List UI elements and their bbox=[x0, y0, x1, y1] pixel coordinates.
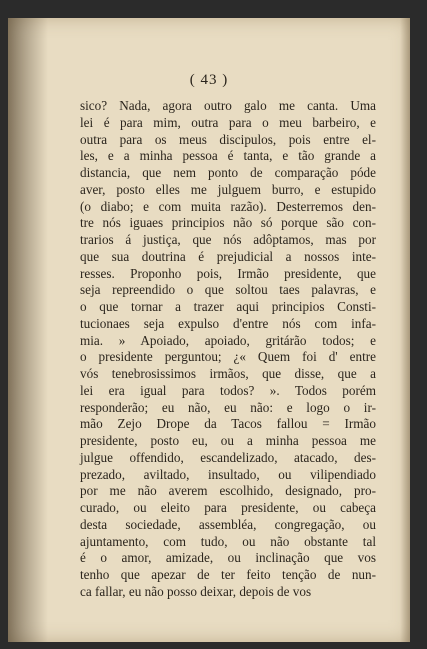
text-line: presidente, posto eu, ou a minha pessoa me bbox=[80, 433, 376, 448]
text-line: distancia, que nem ponto de comparação póde bbox=[80, 165, 376, 180]
text-line: outra para os meus discipulos, pois entre el- bbox=[80, 131, 376, 147]
text-line: (o diabo; e com muita razão). Desterremos den- bbox=[80, 198, 376, 214]
text-line: tenho que apezar de ter feito tenção de nun- bbox=[80, 567, 376, 582]
body-text bbox=[80, 98, 376, 601]
text-line: seja repreendido o que soltou taes palavras, e bbox=[80, 282, 376, 298]
text-line: mão Zejo Drope da Tacos fallou = Irmão bbox=[80, 416, 376, 432]
text-line: que sua doutrina é prejudicial a nossos inte- bbox=[80, 248, 376, 264]
text-line: lei era igual para todos? ». Todos porém bbox=[80, 382, 376, 398]
text-line: julgue offendido, escandelizado, atacado, des- bbox=[80, 449, 376, 465]
text-line: ca fallar, eu não posso deixar, depois de vos bbox=[80, 583, 312, 599]
text-line: tucionaes seja expulso d'entre nós com infa- bbox=[80, 315, 376, 331]
text-line: tre nós iguaes principios não só porque são con- bbox=[80, 215, 376, 231]
book-page bbox=[8, 18, 410, 642]
text-line: aver, posto elles me julguem burro, e estupido bbox=[80, 181, 376, 197]
text-line: sico? Nada, agora outro galo me canta. Uma bbox=[80, 98, 376, 113]
page-gutter-shadow bbox=[8, 18, 48, 642]
text-line: curado, ou eleito para presidente, ou cabeça bbox=[80, 500, 376, 515]
text-line: resses. Proponho pois, Irmão presidente, que bbox=[80, 265, 376, 281]
text-line: o que tornar a trazer aqui principios Consti- bbox=[80, 299, 376, 314]
text-line: responderão; eu não, eu não: e logo o ir- bbox=[80, 399, 376, 415]
text-line: desta sociedade, assembléa, congregação, ou bbox=[80, 516, 376, 532]
text-line: o presidente perguntou; ¿« Quem foi d' entre bbox=[80, 349, 376, 365]
text-line: por me não averem escolhido, designado, pro- bbox=[80, 483, 376, 499]
text-line: lei é para mim, outra para o meu barbeiro, e bbox=[80, 114, 376, 130]
page-number: ( 43 ) bbox=[189, 72, 229, 88]
text-line: les, e a minha pessoa é tanta, e tão grande a bbox=[80, 148, 376, 164]
text-line: vós tenebrosissimos irmãos, que disse, que a bbox=[80, 366, 376, 381]
text-line: mia. » Apoiado, apoiado, gritárão todos; e bbox=[80, 332, 376, 348]
text-line: prezado, aviltado, insultado, ou vilipendiado bbox=[80, 466, 376, 482]
text-line: é o amor, amizade, ou inclinação que vos bbox=[80, 550, 376, 566]
text-line: ajuntamento, com tudo, ou não obstante tal bbox=[80, 533, 376, 549]
page-edge-shadow bbox=[400, 18, 410, 642]
text-line: trarios á justiça, que nós adôptamos, mas por bbox=[80, 232, 376, 247]
